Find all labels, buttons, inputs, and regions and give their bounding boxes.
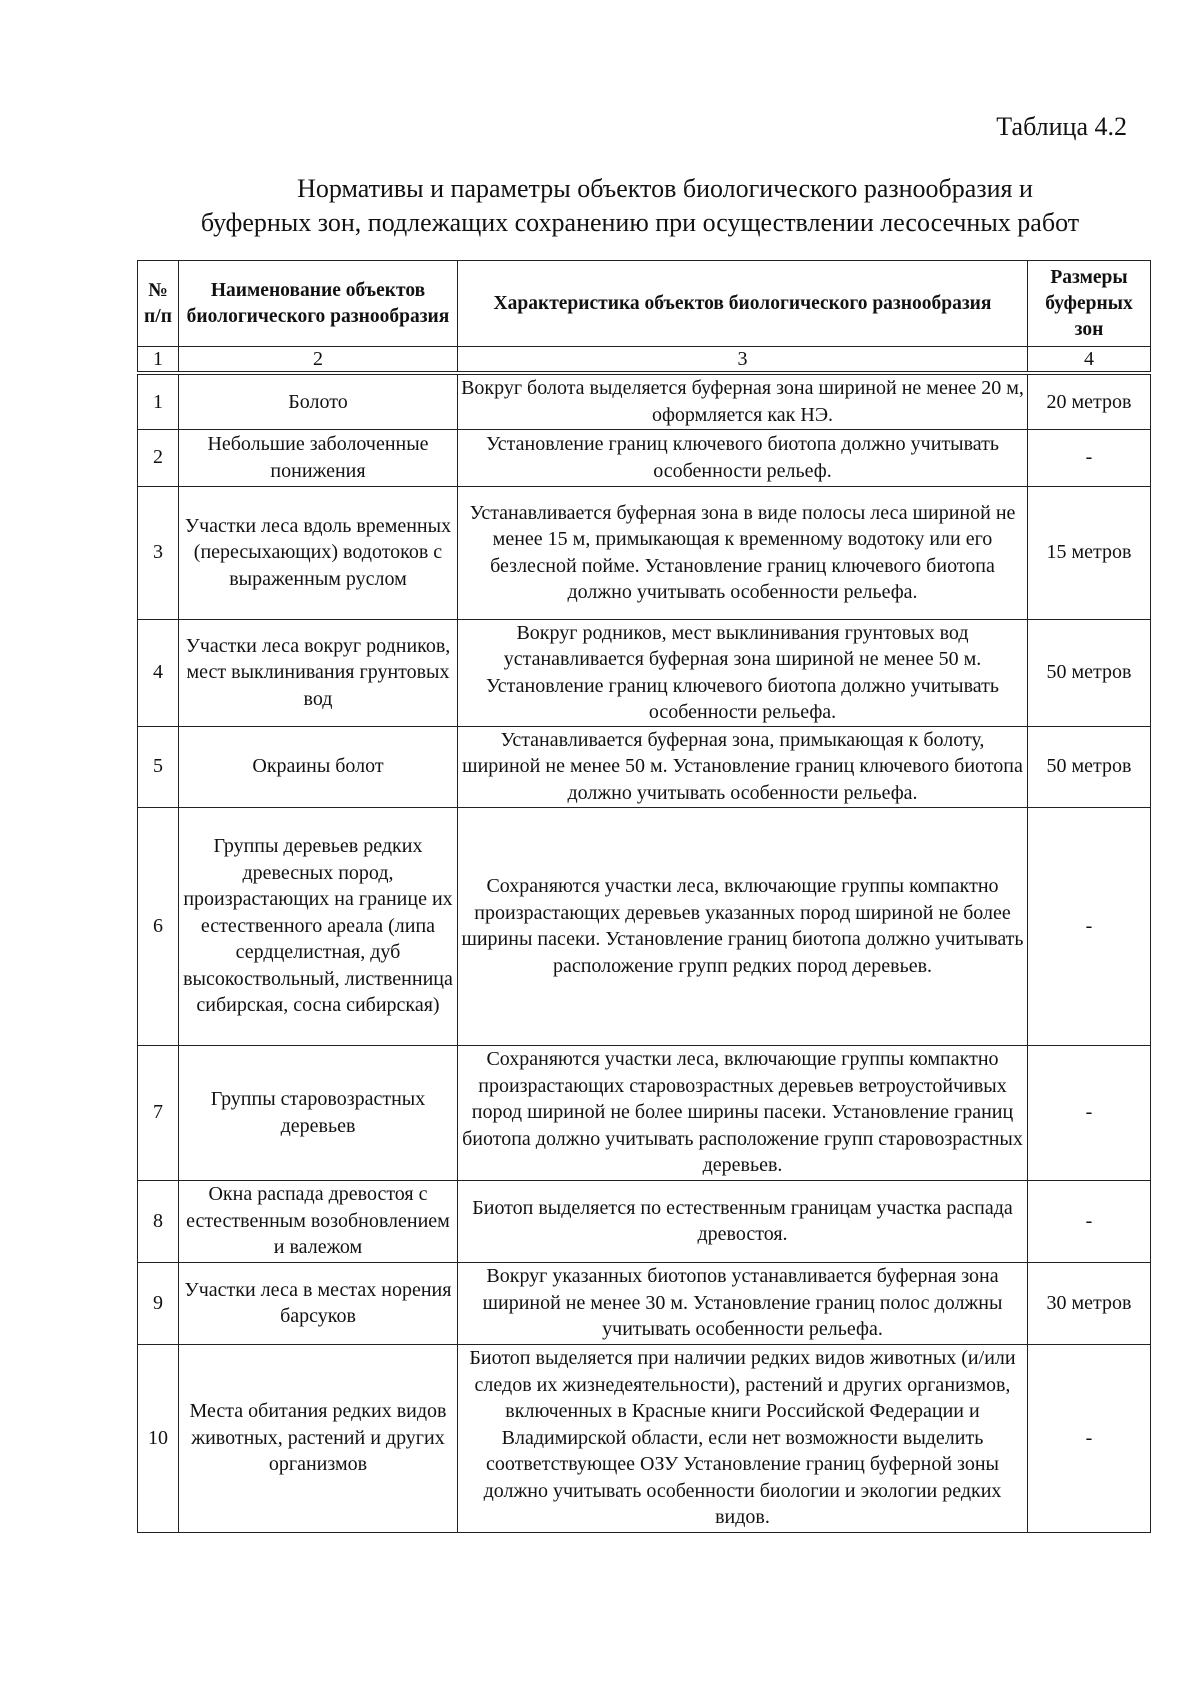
row-size: 15 метров: [1028, 486, 1151, 619]
table-row: [138, 373, 1151, 429]
row-num: 8: [138, 1180, 179, 1262]
table-row: [138, 1344, 1151, 1532]
row-size: -: [1028, 1045, 1151, 1180]
row-name: Группы деревьев редких древесных пород, произрастающих на границе их естественного ареала (липа сердцелистная, дуб высокоствольный, лиственница сибирская, сосна сибирская): [179, 807, 458, 1045]
row-name: Группы старовозрастных деревьев: [179, 1045, 458, 1180]
row-desc: Сохраняются участки леса, включающие группы компактно произрастающих старовозрастных деревьев ветроустойчивых пород шириной не более ширины пасеки. Установление границ биотопа должно учитывать расположение групп старовозрастных деревьев.: [458, 1045, 1028, 1180]
header-size: Размеры буферных зон: [1028, 261, 1151, 347]
row-desc: Сохраняются участки леса, включающие группы компактно произрастающих деревьев указанных пород шириной не более ширины пасеки. Установление границ биотопа должно учитывать расположение групп редких пород деревьев.: [458, 807, 1028, 1045]
column-number: 3: [458, 347, 1028, 374]
row-num: 3: [138, 486, 179, 619]
row-desc: Биотоп выделяется по естественным границам участка распада древостоя.: [458, 1180, 1028, 1262]
row-size: 50 метров: [1028, 619, 1151, 726]
row-size: -: [1028, 807, 1151, 1045]
row-num: 10: [138, 1344, 179, 1532]
column-number: 4: [1028, 347, 1151, 374]
row-num: 4: [138, 619, 179, 726]
row-name: Участки леса в местах норения барсуков: [179, 1262, 458, 1344]
table-row: [138, 726, 1151, 807]
column-number: 1: [138, 347, 179, 374]
row-name: Участки леса вдоль временных (пересыхающих) водотоков с выраженным руслом: [179, 486, 458, 619]
header-num: № п/п: [138, 261, 179, 347]
row-size: 20 метров: [1028, 373, 1151, 429]
row-desc: Устанавливается буферная зона в виде полосы леса шириной не менее 15 м, примыкающая к временному водотоку или его безлесной пойме. Установление границ ключевого биотопа должно учитывать особенности рельефа.: [458, 486, 1028, 619]
row-desc: Вокруг родников, мест выклинивания грунтовых вод устанавливается буферная зона шириной не менее 50 м. Установление границ ключевого биотопа должно учитывать особенности рельефа.: [458, 619, 1028, 726]
table-row: [138, 807, 1151, 1045]
header-desc: Характеристика объектов биологического разнообразия: [458, 261, 1028, 347]
column-number: 2: [179, 347, 458, 374]
table-row: [138, 1262, 1151, 1344]
row-num: 9: [138, 1262, 179, 1344]
table-number: Таблица 4.2: [996, 112, 1127, 141]
row-num: 7: [138, 1045, 179, 1180]
row-num: 1: [138, 373, 179, 429]
row-size: 30 метров: [1028, 1262, 1151, 1344]
row-name: Участки леса вокруг родников, мест выклинивания грунтовых вод: [179, 619, 458, 726]
row-num: 6: [138, 807, 179, 1045]
header-row: [138, 261, 1151, 347]
title-line-2: буферных зон, подлежащих сохранению при осуществлении лесосечных работ: [200, 208, 1080, 237]
row-desc: Биотоп выделяется при наличии редких видов животных (и/или следов их жизнедеятельности), растений и других организмов, включенных в Красные книги Российской Федерации и Владимирской области, если нет возможности выделить соответствующее ОЗУ Установление границ буферной зоны должно учитывать особенности биологии и экологии редких видов.: [458, 1344, 1028, 1532]
table-row: [138, 1045, 1151, 1180]
document-title: [140, 172, 1140, 240]
row-size: -: [1028, 1344, 1151, 1532]
table-row: [138, 1180, 1151, 1262]
column-numbers-row: [138, 347, 1151, 374]
row-name: Болото: [179, 373, 458, 429]
row-size: 50 метров: [1028, 726, 1151, 807]
table-row: [138, 486, 1151, 619]
row-desc: Вокруг болота выделяется буферная зона шириной не менее 20 м, оформляется как НЭ.: [458, 373, 1028, 429]
table-row: [138, 619, 1151, 726]
row-num: 2: [138, 429, 179, 486]
row-desc: Устанавливается буферная зона, примыкающая к болоту, шириной не менее 50 м. Установление границ ключевого биотопа должно учитывать особенности рельефа.: [458, 726, 1028, 807]
row-size: -: [1028, 1180, 1151, 1262]
row-name: Места обитания редких видов животных, растений и других организмов: [179, 1344, 458, 1532]
row-name: Небольшие заболоченные понижения: [179, 429, 458, 486]
row-desc: Установление границ ключевого биотопа должно учитывать особенности рельеф.: [458, 429, 1028, 486]
row-desc: Вокруг указанных биотопов устанавливается буферная зона шириной не менее 30 м. Установление границ полос должны учитывать особенности рельефа.: [458, 1262, 1028, 1344]
header-name: Наименование объектов биологического разнообразия: [179, 261, 458, 347]
row-size: -: [1028, 429, 1151, 486]
row-name: Окна распада древостоя с естественным возобновлением и валежом: [179, 1180, 458, 1262]
row-name: Окраины болот: [179, 726, 458, 807]
norms-table: [137, 260, 1151, 1533]
title-line-1: Нормативы и параметры объектов биологического разнообразия и: [297, 174, 1033, 203]
row-num: 5: [138, 726, 179, 807]
table-row: [138, 429, 1151, 486]
